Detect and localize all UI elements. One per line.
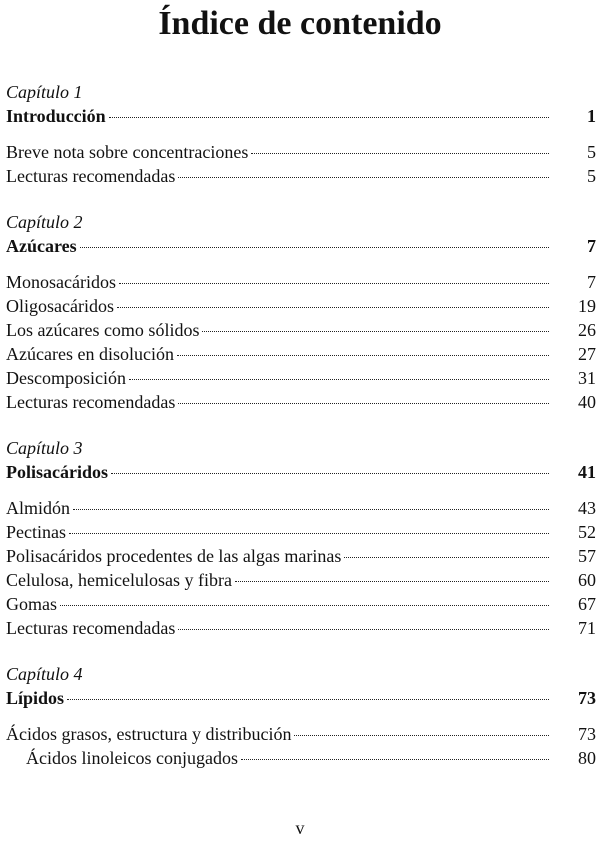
entry-page: 40 [578,392,596,412]
entry-title: Polisacáridos [6,462,108,482]
toc-subentry[interactable] [6,746,596,770]
dot-leader [109,117,549,118]
toc-entry[interactable] [6,390,596,414]
dot-leader [60,605,549,606]
entry-title: Azúcares [6,236,77,256]
entry-title: Lecturas recomendadas [6,392,176,412]
entry-page: 1 [587,106,596,126]
entry-page: 52 [578,522,596,542]
entry-title: Ácidos linoleicos conjugados [26,748,238,768]
entry-page: 7 [587,272,596,292]
dot-leader [178,403,549,404]
dot-leader [119,283,549,284]
dot-leader [178,629,549,630]
entry-title: Oligosacáridos [6,296,114,316]
toc-entry-main[interactable] [6,234,596,258]
entry-page: 41 [578,462,596,482]
entry-page: 26 [578,320,596,340]
dot-leader [69,533,549,534]
entry-page: 7 [587,236,596,256]
toc-entry[interactable] [6,544,596,568]
chapter-3 [6,436,596,640]
entry-title: Azúcares en disolución [6,344,174,364]
toc-entry[interactable] [6,366,596,390]
page-title: Índice de contenido [158,5,442,42]
entry-title: Polisacáridos procedentes de las algas marinas [6,546,342,566]
dot-leader [67,699,549,700]
dot-leader [73,509,549,510]
toc-entry[interactable] [6,496,596,520]
dot-leader [202,331,549,332]
entry-title: Introducción [6,106,106,126]
dot-leader [178,177,549,178]
chapter-label: Capítulo 1 [6,82,83,102]
entry-title: Almidón [6,498,71,518]
dot-leader [80,247,549,248]
toc-entry[interactable] [6,318,596,342]
dot-leader [235,581,549,582]
entry-title: Pectinas [6,522,66,542]
toc-entry[interactable] [6,140,596,164]
table-of-contents [6,80,596,792]
entry-title: Ácidos grasos, estructura y distribución [6,724,292,744]
toc-entry[interactable] [6,164,596,188]
entry-page: 31 [578,368,596,388]
entry-page: 80 [578,748,596,768]
chapter-label: Capítulo 2 [6,212,83,232]
toc-entry[interactable] [6,592,596,616]
chapter-2 [6,210,596,414]
entry-title: Gomas [6,594,57,614]
entry-page: 5 [587,142,596,162]
toc-entry[interactable] [6,520,596,544]
toc-entry[interactable] [6,294,596,318]
entry-title: Lecturas recomendadas [6,618,176,638]
dot-leader [241,759,549,760]
dot-leader [129,379,549,380]
entry-page: 73 [578,724,596,744]
entry-page: 71 [578,618,596,638]
entry-title: Monosacáridos [6,272,116,292]
dot-leader [111,473,549,474]
dot-leader [177,355,549,356]
toc-entry[interactable] [6,270,596,294]
entry-page: 43 [578,498,596,518]
chapter-1 [6,80,596,188]
chapter-4 [6,662,596,770]
toc-entry[interactable] [6,616,596,640]
toc-entry-main[interactable] [6,460,596,484]
entry-title: Breve nota sobre concentraciones [6,142,249,162]
toc-entry[interactable] [6,722,596,746]
entry-page: 60 [578,570,596,590]
entry-title: Descomposición [6,368,126,388]
entry-page: 73 [578,688,596,708]
entry-page: 5 [587,166,596,186]
toc-entry-main[interactable] [6,104,596,128]
chapter-label: Capítulo 4 [6,664,83,684]
dot-leader [117,307,549,308]
entry-page: 27 [578,344,596,364]
entry-title: Los azúcares como sólidos [6,320,200,340]
entry-title: Lecturas recomendadas [6,166,176,186]
chapter-label: Capítulo 3 [6,438,83,458]
entry-title: Lípidos [6,688,65,708]
entry-title: Celulosa, hemicelulosas y fibra [6,570,232,590]
toc-entry[interactable] [6,342,596,366]
entry-page: 67 [578,594,596,614]
toc-entry[interactable] [6,568,596,592]
dot-leader [344,557,549,558]
entry-page: 19 [578,296,596,316]
toc-entry-main[interactable] [6,686,596,710]
dot-leader [251,153,549,154]
dot-leader [294,735,549,736]
page-number: v [295,818,305,838]
entry-page: 57 [578,546,596,566]
